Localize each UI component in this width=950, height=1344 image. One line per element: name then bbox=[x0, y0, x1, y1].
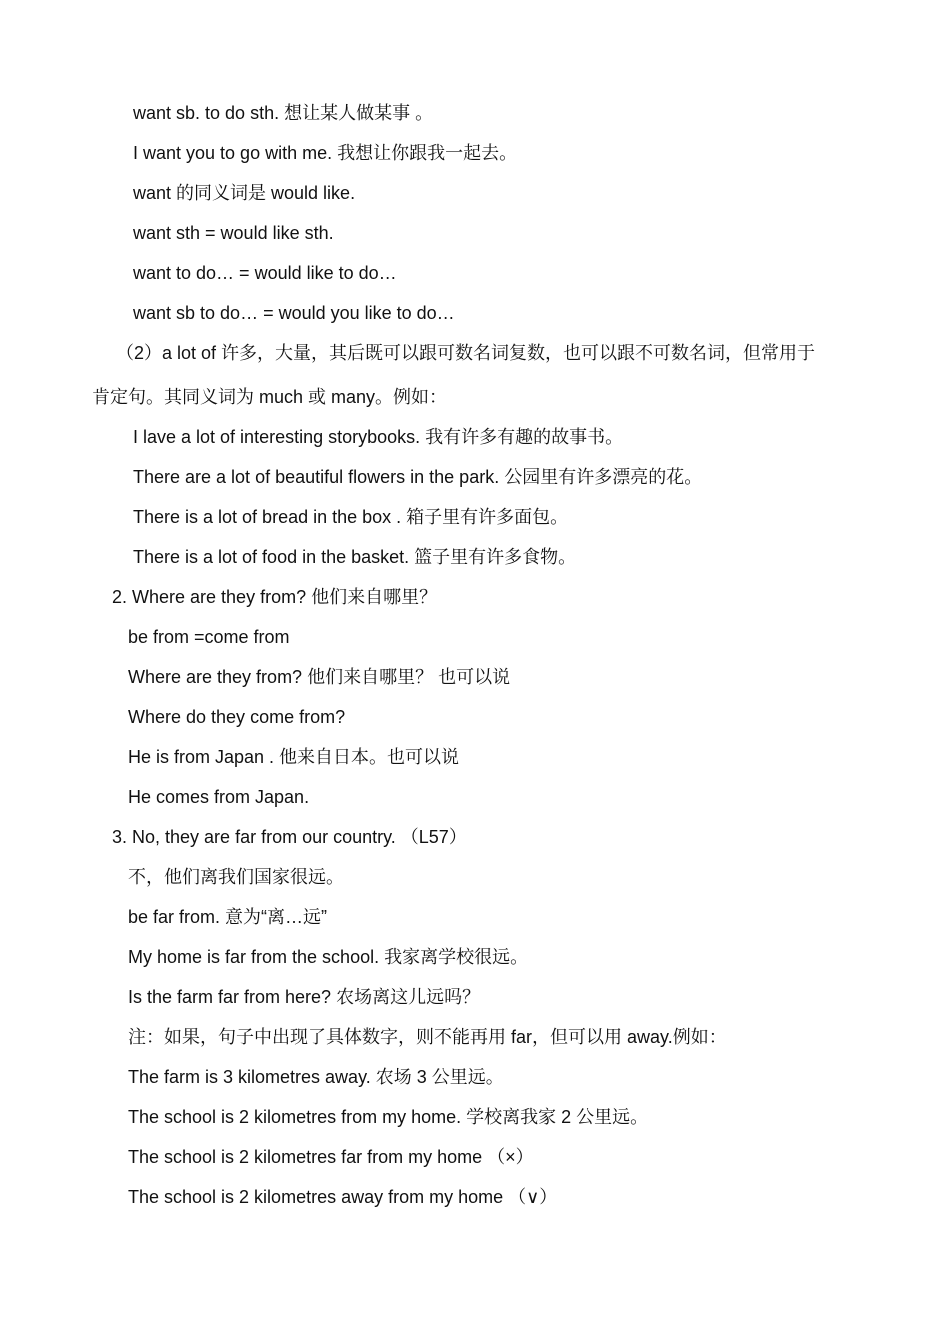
example-sentence: There is a lot of food in the basket. 篮子里有许多食物。 bbox=[133, 547, 577, 567]
equation-line: want to do… = would like to do… bbox=[133, 263, 397, 283]
example-sentence: Where do they come from? bbox=[128, 707, 346, 727]
definition-line: be far from. 意为“离…远” bbox=[128, 907, 328, 927]
translation-line: 不，他们离我们国家很远。 bbox=[128, 867, 344, 887]
example-sentence: I lave a lot of interesting storybooks. 我有许多有趣的故事书。 bbox=[133, 427, 624, 447]
paragraph-line: 肯定句。其同义词为 much 或 many。例如： bbox=[92, 387, 448, 407]
example-sentence: The school is 2 kilometres from my home. 学校离我家 2 公里远。 bbox=[128, 1107, 649, 1127]
example-sentence: I want you to go with me. 我想让你跟我一起去。 bbox=[133, 143, 518, 163]
section-heading: 2. Where are they from? 他们来自哪里？ bbox=[112, 587, 438, 607]
example-sentence: He is from Japan . 他来自日本。也可以说 bbox=[128, 747, 460, 767]
example-sentence: He comes from Japan. bbox=[128, 787, 310, 807]
equation-line: be from =come from bbox=[128, 627, 290, 647]
example-sentence: Where are they from? 他们来自哪里？ 也可以说 bbox=[128, 667, 511, 687]
equation-line: want sth = would like sth. bbox=[133, 223, 334, 243]
equation-line: want sb to do… = would you like to do… bbox=[133, 303, 455, 323]
example-sentence: My home is far from the school. 我家离学校很远。 bbox=[128, 947, 529, 967]
example-sentence: The farm is 3 kilometres away. 农场 3 公里远。 bbox=[128, 1067, 504, 1087]
note-line: 注：如果，句子中出现了具体数字，则不能再用 far，但可以用 away.例如： bbox=[128, 1027, 727, 1047]
example-sentence: There is a lot of bread in the box . 箱子里有许多面包。 bbox=[133, 507, 569, 527]
text-line-want-sb-to-do: want sb. to do sth. 想让某人做某事 。 bbox=[133, 103, 434, 123]
incorrect-example: The school is 2 kilometres far from my home （×） bbox=[128, 1147, 534, 1167]
synonym-note: want 的同义词是 would like. bbox=[133, 183, 356, 203]
section-heading: 3. No, they are far from our country. （L57） bbox=[112, 827, 467, 847]
correct-example: The school is 2 kilometres away from my home （∨） bbox=[128, 1187, 558, 1207]
example-sentence: There are a lot of beautiful flowers in the park. 公园里有许多漂亮的花。 bbox=[133, 467, 703, 487]
paragraph-line: （2）a lot of 许多，大量，其后既可以跟可数名词复数，也可以跟不可数名词，但常用于 bbox=[116, 343, 816, 363]
example-sentence: Is the farm far from here? 农场离这儿远吗？ bbox=[128, 987, 481, 1007]
